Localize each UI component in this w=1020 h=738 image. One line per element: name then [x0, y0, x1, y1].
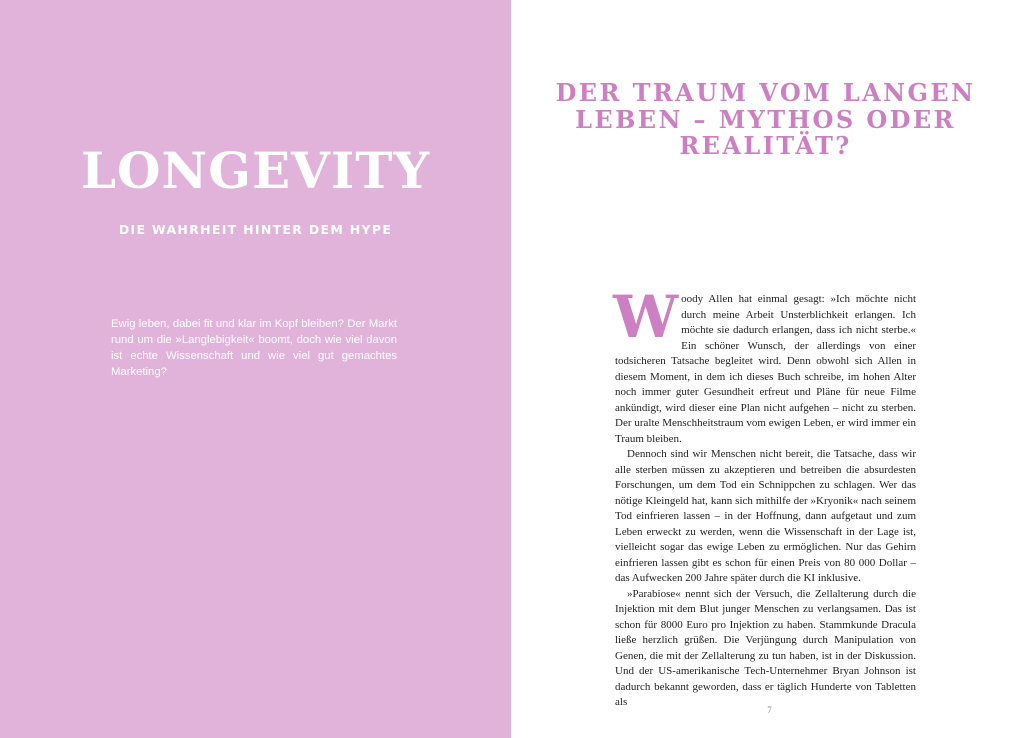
paragraph-1-text: oody Allen hat einmal gesagt: »Ich möchte nicht durch meine Arbeit Unsterblichkeit erlangen. Ich möchte sie dadurch erlangen, dass ich nicht sterbe.« Ein schöner Wunsch, der allerdings von einer todsicheren Tatsache begleitet wird. Denn obwohl sich Allen in diesem Moment, in dem ich dieses Buch schreibe, im hohen Alter noch immer guter Gesundheit erfreut und Pläne für neue Filme ankündigt, wird dieser eine Plan nicht aufgehen – nicht zu sterben. Der uralte Menschheitstraum vom ewigen Leben, er wird immer ein Traum bleiben.: [615, 293, 916, 445]
book-title: LONGEVITY: [80, 141, 431, 200]
paragraph-3: »Parabiose« nennt sich der Versuch, die Zellalterung durch die Injektion mit dem Blut junger Menschen zu verlangsamen. Das ist schon für 8000 Euro pro Injektion zu haben. Stammkunde Dracula ließe herzlich grüßen. Die Verjüngung durch Manipulation von Genen, die mit der Zellalterung zu tun haben, ist in der Diskussion. Und der US-amerikanische Tech-Unternehmer Bryan Johnson ist dadurch bekannt geworden, dass er täglich Hunderte von Tabletten als: [615, 587, 916, 708]
right-page: [511, 0, 1020, 738]
chapter-title: DER TRAUM VOM LANGEN LEBEN – MYTHOS ODER REALITÄT?: [555, 78, 976, 160]
paragraph-1: [613, 283, 916, 447]
book-subtitle: DIE WAHRHEIT HINTER DEM HYPE: [118, 222, 393, 237]
drop-cap: W: [613, 283, 679, 351]
paragraph-2: Dennoch sind wir Menschen nicht bereit, die Tatsache, dass wir alle sterben müssen zu akzeptieren und betreiben die absurdesten Forschungen, um dem Tod ein Schnippchen zu schlagen. Wer das nötige Kleingeld hat, kann sich mithilfe der »Kryonik« nach seinem Tod einfrieren lassen – in der Hoffnung, dann aufgetaut und zum Leben erweckt zu werden, wenn die Wissenschaft in der Lage ist, vielleicht sogar das ewige Leben zu ermöglichen. Nur das Gehirn einfrieren lassen gibt es schon für einen Preis von 80 000 Dollar – das Aufwecken 200 Jahre später durch die KI inklusive.: [615, 448, 916, 584]
page-number: 7: [767, 705, 772, 715]
book-teaser: Ewig leben, dabei fit und klar im Kopf bleiben? Der Markt rund um die »Langlebigkeit« boomt, doch wie viel davon ist echte Wissenschaft und wie viel gut gemachtes Marketing?: [111, 318, 397, 378]
body-text: [613, 283, 916, 711]
